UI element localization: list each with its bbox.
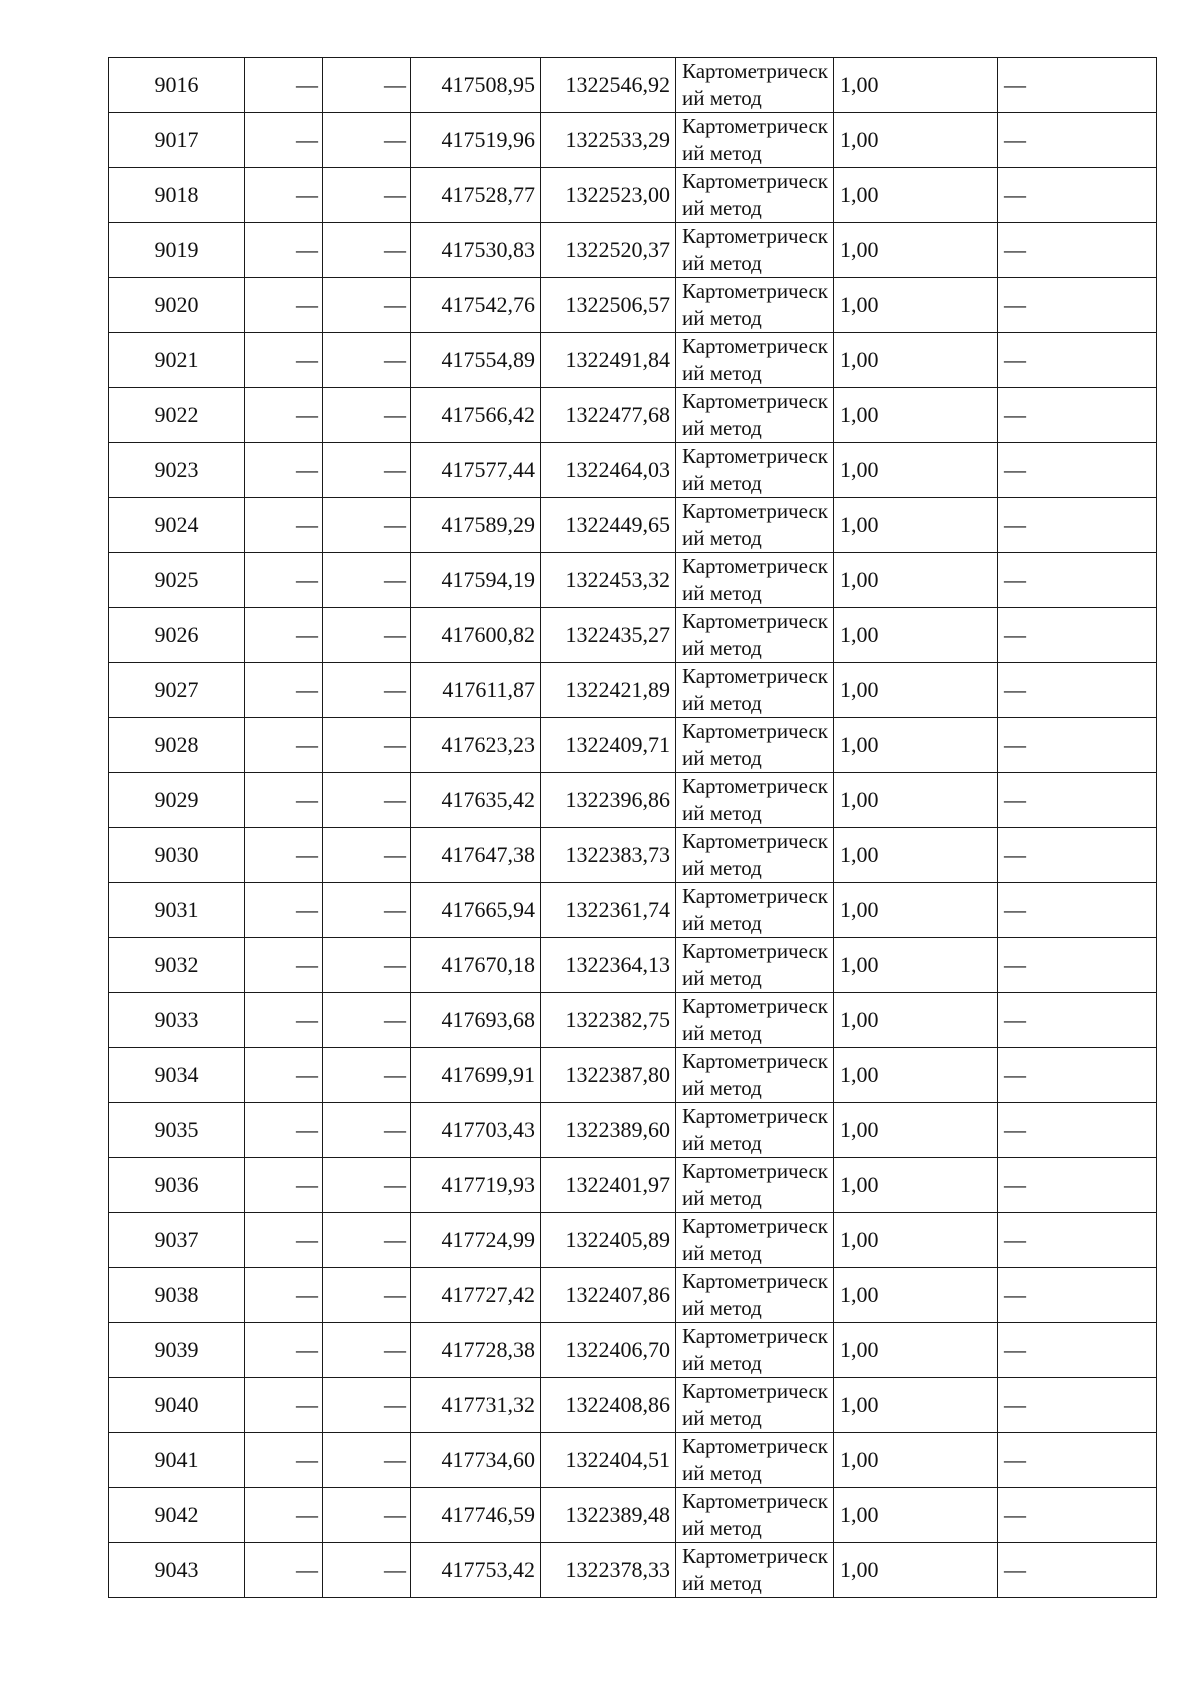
- method-cell: Картометрический метод: [676, 1268, 834, 1323]
- method-cell: Картометрический метод: [676, 1378, 834, 1433]
- empty-dash-cell: —: [245, 553, 323, 608]
- description-cell: —: [998, 883, 1157, 938]
- accuracy-cell: 1,00: [834, 223, 998, 278]
- description-cell: —: [998, 1488, 1157, 1543]
- description-cell: —: [998, 608, 1157, 663]
- description-cell: —: [998, 113, 1157, 168]
- point-number-cell: 9018: [109, 168, 245, 223]
- empty-dash-cell: —: [245, 113, 323, 168]
- table-row: [109, 1158, 1157, 1213]
- y-coordinate-cell: 1322389,60: [541, 1103, 676, 1158]
- x-coordinate-cell: 417635,42: [411, 773, 541, 828]
- method-cell: Картометрический метод: [676, 1323, 834, 1378]
- accuracy-cell: 1,00: [834, 1048, 998, 1103]
- description-cell: —: [998, 828, 1157, 883]
- description-cell: —: [998, 498, 1157, 553]
- y-coordinate-cell: 1322520,37: [541, 223, 676, 278]
- point-number-cell: 9019: [109, 223, 245, 278]
- y-coordinate-cell: 1322409,71: [541, 718, 676, 773]
- method-cell: Картометрический метод: [676, 1048, 834, 1103]
- method-cell: Картометрический метод: [676, 223, 834, 278]
- empty-dash-cell: —: [323, 1378, 411, 1433]
- empty-dash-cell: —: [323, 333, 411, 388]
- method-cell: Картометрический метод: [676, 993, 834, 1048]
- table-row: [109, 773, 1157, 828]
- description-cell: —: [998, 718, 1157, 773]
- method-cell: Картометрический метод: [676, 938, 834, 993]
- accuracy-cell: 1,00: [834, 1158, 998, 1213]
- method-cell: Картометрический метод: [676, 1213, 834, 1268]
- accuracy-cell: 1,00: [834, 1268, 998, 1323]
- y-coordinate-cell: 1322421,89: [541, 663, 676, 718]
- empty-dash-cell: —: [323, 608, 411, 663]
- point-number-cell: 9033: [109, 993, 245, 1048]
- x-coordinate-cell: 417693,68: [411, 993, 541, 1048]
- x-coordinate-cell: 417703,43: [411, 1103, 541, 1158]
- point-number-cell: 9027: [109, 663, 245, 718]
- description-cell: —: [998, 443, 1157, 498]
- x-coordinate-cell: 417753,42: [411, 1543, 541, 1598]
- method-cell: Картометрический метод: [676, 168, 834, 223]
- y-coordinate-cell: 1322378,33: [541, 1543, 676, 1598]
- point-number-cell: 9041: [109, 1433, 245, 1488]
- empty-dash-cell: —: [245, 718, 323, 773]
- point-number-cell: 9043: [109, 1543, 245, 1598]
- table-row: [109, 1488, 1157, 1543]
- x-coordinate-cell: 417719,93: [411, 1158, 541, 1213]
- x-coordinate-cell: 417508,95: [411, 58, 541, 113]
- x-coordinate-cell: 417670,18: [411, 938, 541, 993]
- accuracy-cell: 1,00: [834, 1433, 998, 1488]
- empty-dash-cell: —: [245, 608, 323, 663]
- description-cell: —: [998, 1158, 1157, 1213]
- point-number-cell: 9032: [109, 938, 245, 993]
- empty-dash-cell: —: [323, 553, 411, 608]
- table-row: [109, 828, 1157, 883]
- accuracy-cell: 1,00: [834, 1488, 998, 1543]
- y-coordinate-cell: 1322401,97: [541, 1158, 676, 1213]
- method-cell: Картометрический метод: [676, 443, 834, 498]
- empty-dash-cell: —: [245, 1213, 323, 1268]
- x-coordinate-cell: 417594,19: [411, 553, 541, 608]
- empty-dash-cell: —: [245, 1488, 323, 1543]
- x-coordinate-cell: 417554,89: [411, 333, 541, 388]
- table-row: [109, 1268, 1157, 1323]
- empty-dash-cell: —: [323, 1433, 411, 1488]
- x-coordinate-cell: 417519,96: [411, 113, 541, 168]
- description-cell: —: [998, 773, 1157, 828]
- table-row: [109, 333, 1157, 388]
- empty-dash-cell: —: [245, 1433, 323, 1488]
- table-row: [109, 443, 1157, 498]
- accuracy-cell: 1,00: [834, 938, 998, 993]
- accuracy-cell: 1,00: [834, 278, 998, 333]
- description-cell: —: [998, 1103, 1157, 1158]
- y-coordinate-cell: 1322407,86: [541, 1268, 676, 1323]
- accuracy-cell: 1,00: [834, 993, 998, 1048]
- empty-dash-cell: —: [323, 1103, 411, 1158]
- empty-dash-cell: —: [323, 773, 411, 828]
- point-number-cell: 9023: [109, 443, 245, 498]
- accuracy-cell: 1,00: [834, 1543, 998, 1598]
- table-row: [109, 498, 1157, 553]
- empty-dash-cell: —: [245, 1048, 323, 1103]
- point-number-cell: 9037: [109, 1213, 245, 1268]
- table-row: [109, 168, 1157, 223]
- y-coordinate-cell: 1322453,32: [541, 553, 676, 608]
- table-row: [109, 388, 1157, 443]
- point-number-cell: 9031: [109, 883, 245, 938]
- y-coordinate-cell: 1322491,84: [541, 333, 676, 388]
- point-number-cell: 9022: [109, 388, 245, 443]
- coordinates-table: [108, 57, 1157, 1598]
- description-cell: —: [998, 553, 1157, 608]
- x-coordinate-cell: 417724,99: [411, 1213, 541, 1268]
- y-coordinate-cell: 1322406,70: [541, 1323, 676, 1378]
- point-number-cell: 9020: [109, 278, 245, 333]
- y-coordinate-cell: 1322477,68: [541, 388, 676, 443]
- accuracy-cell: 1,00: [834, 1103, 998, 1158]
- y-coordinate-cell: 1322396,86: [541, 773, 676, 828]
- table-row: [109, 1323, 1157, 1378]
- table-row: [109, 1433, 1157, 1488]
- empty-dash-cell: —: [245, 58, 323, 113]
- x-coordinate-cell: 417566,42: [411, 388, 541, 443]
- y-coordinate-cell: 1322533,29: [541, 113, 676, 168]
- accuracy-cell: 1,00: [834, 1378, 998, 1433]
- description-cell: —: [998, 1048, 1157, 1103]
- empty-dash-cell: —: [245, 1378, 323, 1433]
- y-coordinate-cell: 1322383,73: [541, 828, 676, 883]
- method-cell: Картометрический метод: [676, 1158, 834, 1213]
- accuracy-cell: 1,00: [834, 828, 998, 883]
- empty-dash-cell: —: [245, 1158, 323, 1213]
- method-cell: Картометрический метод: [676, 1103, 834, 1158]
- table-row: [109, 718, 1157, 773]
- table-row: [109, 663, 1157, 718]
- method-cell: Картометрический метод: [676, 278, 834, 333]
- accuracy-cell: 1,00: [834, 168, 998, 223]
- description-cell: —: [998, 58, 1157, 113]
- y-coordinate-cell: 1322546,92: [541, 58, 676, 113]
- y-coordinate-cell: 1322361,74: [541, 883, 676, 938]
- empty-dash-cell: —: [245, 1268, 323, 1323]
- accuracy-cell: 1,00: [834, 608, 998, 663]
- description-cell: —: [998, 993, 1157, 1048]
- empty-dash-cell: —: [245, 1103, 323, 1158]
- x-coordinate-cell: 417665,94: [411, 883, 541, 938]
- method-cell: Картометрический метод: [676, 58, 834, 113]
- accuracy-cell: 1,00: [834, 333, 998, 388]
- description-cell: —: [998, 1433, 1157, 1488]
- x-coordinate-cell: 417623,23: [411, 718, 541, 773]
- method-cell: Картометрический метод: [676, 498, 834, 553]
- empty-dash-cell: —: [245, 443, 323, 498]
- accuracy-cell: 1,00: [834, 498, 998, 553]
- empty-dash-cell: —: [245, 993, 323, 1048]
- method-cell: Картометрический метод: [676, 1433, 834, 1488]
- empty-dash-cell: —: [323, 113, 411, 168]
- point-number-cell: 9040: [109, 1378, 245, 1433]
- accuracy-cell: 1,00: [834, 1213, 998, 1268]
- method-cell: Картометрический метод: [676, 388, 834, 443]
- method-cell: Картометрический метод: [676, 553, 834, 608]
- empty-dash-cell: —: [245, 223, 323, 278]
- method-cell: Картометрический метод: [676, 718, 834, 773]
- accuracy-cell: 1,00: [834, 113, 998, 168]
- x-coordinate-cell: 417728,38: [411, 1323, 541, 1378]
- point-number-cell: 9025: [109, 553, 245, 608]
- x-coordinate-cell: 417577,44: [411, 443, 541, 498]
- empty-dash-cell: —: [323, 498, 411, 553]
- empty-dash-cell: —: [323, 828, 411, 883]
- empty-dash-cell: —: [323, 1048, 411, 1103]
- empty-dash-cell: —: [323, 278, 411, 333]
- y-coordinate-cell: 1322435,27: [541, 608, 676, 663]
- table-row: [109, 1543, 1157, 1598]
- x-coordinate-cell: 417611,87: [411, 663, 541, 718]
- table-row: [109, 883, 1157, 938]
- empty-dash-cell: —: [245, 1323, 323, 1378]
- x-coordinate-cell: 417530,83: [411, 223, 541, 278]
- table-row: [109, 1048, 1157, 1103]
- empty-dash-cell: —: [323, 1323, 411, 1378]
- empty-dash-cell: —: [245, 168, 323, 223]
- empty-dash-cell: —: [323, 168, 411, 223]
- y-coordinate-cell: 1322449,65: [541, 498, 676, 553]
- point-number-cell: 9034: [109, 1048, 245, 1103]
- table-row: [109, 223, 1157, 278]
- method-cell: Картометрический метод: [676, 113, 834, 168]
- description-cell: —: [998, 388, 1157, 443]
- point-number-cell: 9038: [109, 1268, 245, 1323]
- y-coordinate-cell: 1322364,13: [541, 938, 676, 993]
- empty-dash-cell: —: [245, 883, 323, 938]
- description-cell: —: [998, 333, 1157, 388]
- empty-dash-cell: —: [323, 1158, 411, 1213]
- method-cell: Картометрический метод: [676, 608, 834, 663]
- table-body: [109, 58, 1157, 1598]
- empty-dash-cell: —: [323, 443, 411, 498]
- empty-dash-cell: —: [323, 663, 411, 718]
- x-coordinate-cell: 417589,29: [411, 498, 541, 553]
- x-coordinate-cell: 417746,59: [411, 1488, 541, 1543]
- point-number-cell: 9035: [109, 1103, 245, 1158]
- empty-dash-cell: —: [323, 388, 411, 443]
- table-row: [109, 608, 1157, 663]
- empty-dash-cell: —: [323, 1213, 411, 1268]
- empty-dash-cell: —: [245, 498, 323, 553]
- x-coordinate-cell: 417647,38: [411, 828, 541, 883]
- empty-dash-cell: —: [323, 223, 411, 278]
- empty-dash-cell: —: [245, 333, 323, 388]
- y-coordinate-cell: 1322389,48: [541, 1488, 676, 1543]
- x-coordinate-cell: 417699,91: [411, 1048, 541, 1103]
- empty-dash-cell: —: [323, 1268, 411, 1323]
- point-number-cell: 9016: [109, 58, 245, 113]
- y-coordinate-cell: 1322387,80: [541, 1048, 676, 1103]
- table-row: [109, 1103, 1157, 1158]
- table-row: [109, 113, 1157, 168]
- table-row: [109, 938, 1157, 993]
- point-number-cell: 9036: [109, 1158, 245, 1213]
- description-cell: —: [998, 663, 1157, 718]
- point-number-cell: 9029: [109, 773, 245, 828]
- accuracy-cell: 1,00: [834, 663, 998, 718]
- table-row: [109, 1213, 1157, 1268]
- description-cell: —: [998, 1378, 1157, 1433]
- empty-dash-cell: —: [323, 1543, 411, 1598]
- table-row: [109, 1378, 1157, 1433]
- accuracy-cell: 1,00: [834, 553, 998, 608]
- empty-dash-cell: —: [245, 828, 323, 883]
- empty-dash-cell: —: [245, 663, 323, 718]
- empty-dash-cell: —: [245, 773, 323, 828]
- empty-dash-cell: —: [323, 58, 411, 113]
- table-row: [109, 58, 1157, 113]
- table-row: [109, 553, 1157, 608]
- x-coordinate-cell: 417731,32: [411, 1378, 541, 1433]
- point-number-cell: 9030: [109, 828, 245, 883]
- description-cell: —: [998, 938, 1157, 993]
- y-coordinate-cell: 1322405,89: [541, 1213, 676, 1268]
- table-row: [109, 993, 1157, 1048]
- empty-dash-cell: —: [323, 993, 411, 1048]
- description-cell: —: [998, 168, 1157, 223]
- x-coordinate-cell: 417542,76: [411, 278, 541, 333]
- description-cell: —: [998, 278, 1157, 333]
- point-number-cell: 9024: [109, 498, 245, 553]
- method-cell: Картометрический метод: [676, 828, 834, 883]
- table-row: [109, 278, 1157, 333]
- y-coordinate-cell: 1322506,57: [541, 278, 676, 333]
- description-cell: —: [998, 1323, 1157, 1378]
- method-cell: Картометрический метод: [676, 333, 834, 388]
- empty-dash-cell: —: [323, 938, 411, 993]
- point-number-cell: 9039: [109, 1323, 245, 1378]
- x-coordinate-cell: 417600,82: [411, 608, 541, 663]
- method-cell: Картометрический метод: [676, 773, 834, 828]
- point-number-cell: 9042: [109, 1488, 245, 1543]
- empty-dash-cell: —: [323, 718, 411, 773]
- accuracy-cell: 1,00: [834, 883, 998, 938]
- accuracy-cell: 1,00: [834, 718, 998, 773]
- description-cell: —: [998, 1268, 1157, 1323]
- y-coordinate-cell: 1322382,75: [541, 993, 676, 1048]
- point-number-cell: 9028: [109, 718, 245, 773]
- empty-dash-cell: —: [245, 938, 323, 993]
- description-cell: —: [998, 1543, 1157, 1598]
- point-number-cell: 9021: [109, 333, 245, 388]
- y-coordinate-cell: 1322523,00: [541, 168, 676, 223]
- description-cell: —: [998, 1213, 1157, 1268]
- description-cell: —: [998, 223, 1157, 278]
- method-cell: Картометрический метод: [676, 663, 834, 718]
- empty-dash-cell: —: [245, 388, 323, 443]
- accuracy-cell: 1,00: [834, 773, 998, 828]
- method-cell: Картометрический метод: [676, 883, 834, 938]
- y-coordinate-cell: 1322408,86: [541, 1378, 676, 1433]
- accuracy-cell: 1,00: [834, 388, 998, 443]
- x-coordinate-cell: 417528,77: [411, 168, 541, 223]
- point-number-cell: 9017: [109, 113, 245, 168]
- empty-dash-cell: —: [245, 278, 323, 333]
- accuracy-cell: 1,00: [834, 1323, 998, 1378]
- x-coordinate-cell: 417734,60: [411, 1433, 541, 1488]
- y-coordinate-cell: 1322464,03: [541, 443, 676, 498]
- point-number-cell: 9026: [109, 608, 245, 663]
- method-cell: Картометрический метод: [676, 1543, 834, 1598]
- y-coordinate-cell: 1322404,51: [541, 1433, 676, 1488]
- empty-dash-cell: —: [323, 883, 411, 938]
- accuracy-cell: 1,00: [834, 443, 998, 498]
- method-cell: Картометрический метод: [676, 1488, 834, 1543]
- empty-dash-cell: —: [245, 1543, 323, 1598]
- accuracy-cell: 1,00: [834, 58, 998, 113]
- empty-dash-cell: —: [323, 1488, 411, 1543]
- x-coordinate-cell: 417727,42: [411, 1268, 541, 1323]
